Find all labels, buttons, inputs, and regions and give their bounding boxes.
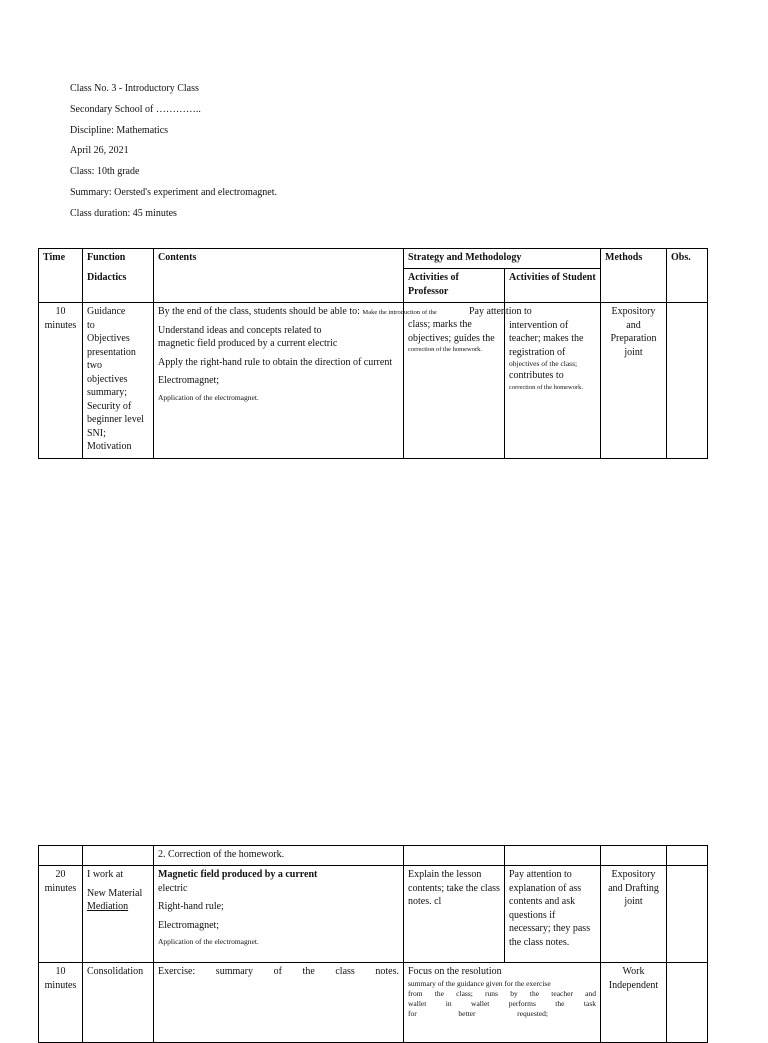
row3-strategy-c: wallet in wallet performs the task [408, 998, 596, 1008]
row1-student-b: teacher; makes the [509, 333, 584, 344]
row1-function-line: beginner level [87, 414, 144, 425]
cont-contents: 2. Correction of the homework. [154, 846, 404, 866]
row1-function-line: objectives [87, 373, 128, 385]
row2-contents-title-cont: electric [158, 882, 188, 894]
row1-contents-small: Application of the electromagnet. [158, 392, 259, 402]
function-header-cell [83, 249, 154, 303]
row1-student-d: objectives of the class; [509, 359, 578, 368]
row3-time: 10 minutes [39, 963, 83, 1043]
lesson-plan-table-continued [38, 845, 708, 1043]
row2-function-a: I work at [87, 869, 124, 880]
row1-function-line: Security of [87, 400, 132, 412]
row3-strategy-b: from the class; runs by the teacher and [408, 988, 596, 998]
row2-methods: Expository and Drafting joint [601, 866, 667, 963]
row2-contents-b: Electromagnet; [158, 919, 220, 931]
row3-strategy [404, 963, 601, 1043]
row1-contents-item-1: Understand ideas and concepts related to magnetic field produced by a current electric [158, 324, 338, 349]
row1-function-line: Guidance [87, 306, 126, 317]
lesson-date: April 26, 2021 [70, 145, 129, 157]
row1-student-small: correction of the homework. [509, 383, 584, 391]
cont-time [39, 846, 83, 866]
didactics-header: Didactics [87, 271, 127, 283]
lesson-plan-table [38, 248, 708, 459]
row1-function-line: Objectives [87, 333, 130, 344]
methods-header: Methods [601, 249, 667, 303]
row1-function-line: two [87, 360, 102, 371]
contents-header: Contents [154, 249, 404, 303]
row1-function-line: SNI; [87, 427, 106, 439]
strategy-header: Strategy and Methodology [404, 249, 601, 269]
lesson-header [70, 82, 277, 228]
class-number: Class No. 3 - Introductory Class [70, 83, 199, 94]
cont-student [505, 846, 601, 866]
function-header: Function [87, 252, 126, 263]
row3-strategy-small: summary of the guidance given for the exercise [408, 978, 551, 988]
obs-header: Obs. [667, 249, 708, 303]
row2-function [83, 866, 154, 963]
row2-professor: Explain the lesson contents; take the class notes. cl [404, 866, 505, 963]
row1-contents-item-2: Apply the right-hand rule to obtain the direction of current [158, 356, 393, 368]
row2-student: Pay attention to explanation of ass contents and ask questions if necessary; they pass the class notes. [505, 866, 601, 963]
row2-contents-small: Application of the electromagnet. [158, 937, 259, 946]
row1-contents-overlap: Make the introduction of the [362, 309, 437, 316]
summary: Summary: Oersted's experiment and electromagnet. [70, 186, 278, 198]
row1-student-e: contributes to [509, 370, 564, 381]
row2-function-c: Mediation [87, 901, 129, 912]
row1-methods: Expository and Preparation joint [601, 303, 667, 459]
row3-function: Consolidation [83, 963, 154, 1043]
row2-time: 20 minutes [39, 866, 83, 963]
duration: Class duration: 45 minutes [70, 207, 177, 219]
row1-obs [667, 303, 708, 459]
row1-contents-intro: By the end of the class, students should be able to: [158, 306, 360, 317]
row1-function-line: summary; [87, 387, 127, 398]
cont-obs [667, 846, 708, 866]
row2-obs [667, 866, 708, 963]
row3-methods: Work Independent [601, 963, 667, 1043]
row1-function-line: Motivation [87, 441, 132, 452]
row3-obs [667, 963, 708, 1043]
time-header: Time [39, 249, 83, 303]
row3-professor-a: Focus on the resolu [408, 966, 487, 977]
row2-contents-title: Magnetic field produced by a current [158, 869, 318, 880]
row1-function-line: to [87, 319, 95, 331]
row3-strategy-d: for better requested; [408, 1008, 548, 1018]
row1-student [469, 303, 601, 459]
professor-header: Activities of Professor [404, 269, 505, 303]
student-header: Activities of Student [505, 269, 601, 303]
row3-contents: Exercise: summary of the class notes. [154, 963, 404, 1043]
row2-contents [154, 866, 404, 963]
cont-function [83, 846, 154, 866]
row1-function-line: presentation [87, 346, 136, 358]
row1-student-c: registration of [509, 346, 566, 358]
row2-function-b: New Material [87, 887, 143, 899]
row3-professor-a2: tion [486, 966, 502, 977]
row1-professor-small: correction of the homework. [408, 346, 483, 353]
discipline: Discipline: Mathematics [70, 124, 169, 136]
cont-methods [601, 846, 667, 866]
row1-function [83, 303, 154, 459]
row1-professor-text: class; marks the objectives; guides the [408, 319, 495, 344]
row1-time: 10 minutes [39, 303, 83, 459]
cont-professor [404, 846, 505, 866]
row1-contents [154, 303, 437, 459]
row2-contents-a: Right-hand rule; [158, 901, 224, 912]
row1-professor [404, 303, 505, 459]
row1-contents-item-3: Electromagnet; [158, 375, 220, 386]
school-name: Secondary School of ………….. [70, 103, 201, 115]
grade: Class: 10th grade [70, 166, 140, 178]
row1-student-top: Pay attention to [469, 306, 532, 317]
row1-student-a: intervention of [509, 319, 569, 331]
